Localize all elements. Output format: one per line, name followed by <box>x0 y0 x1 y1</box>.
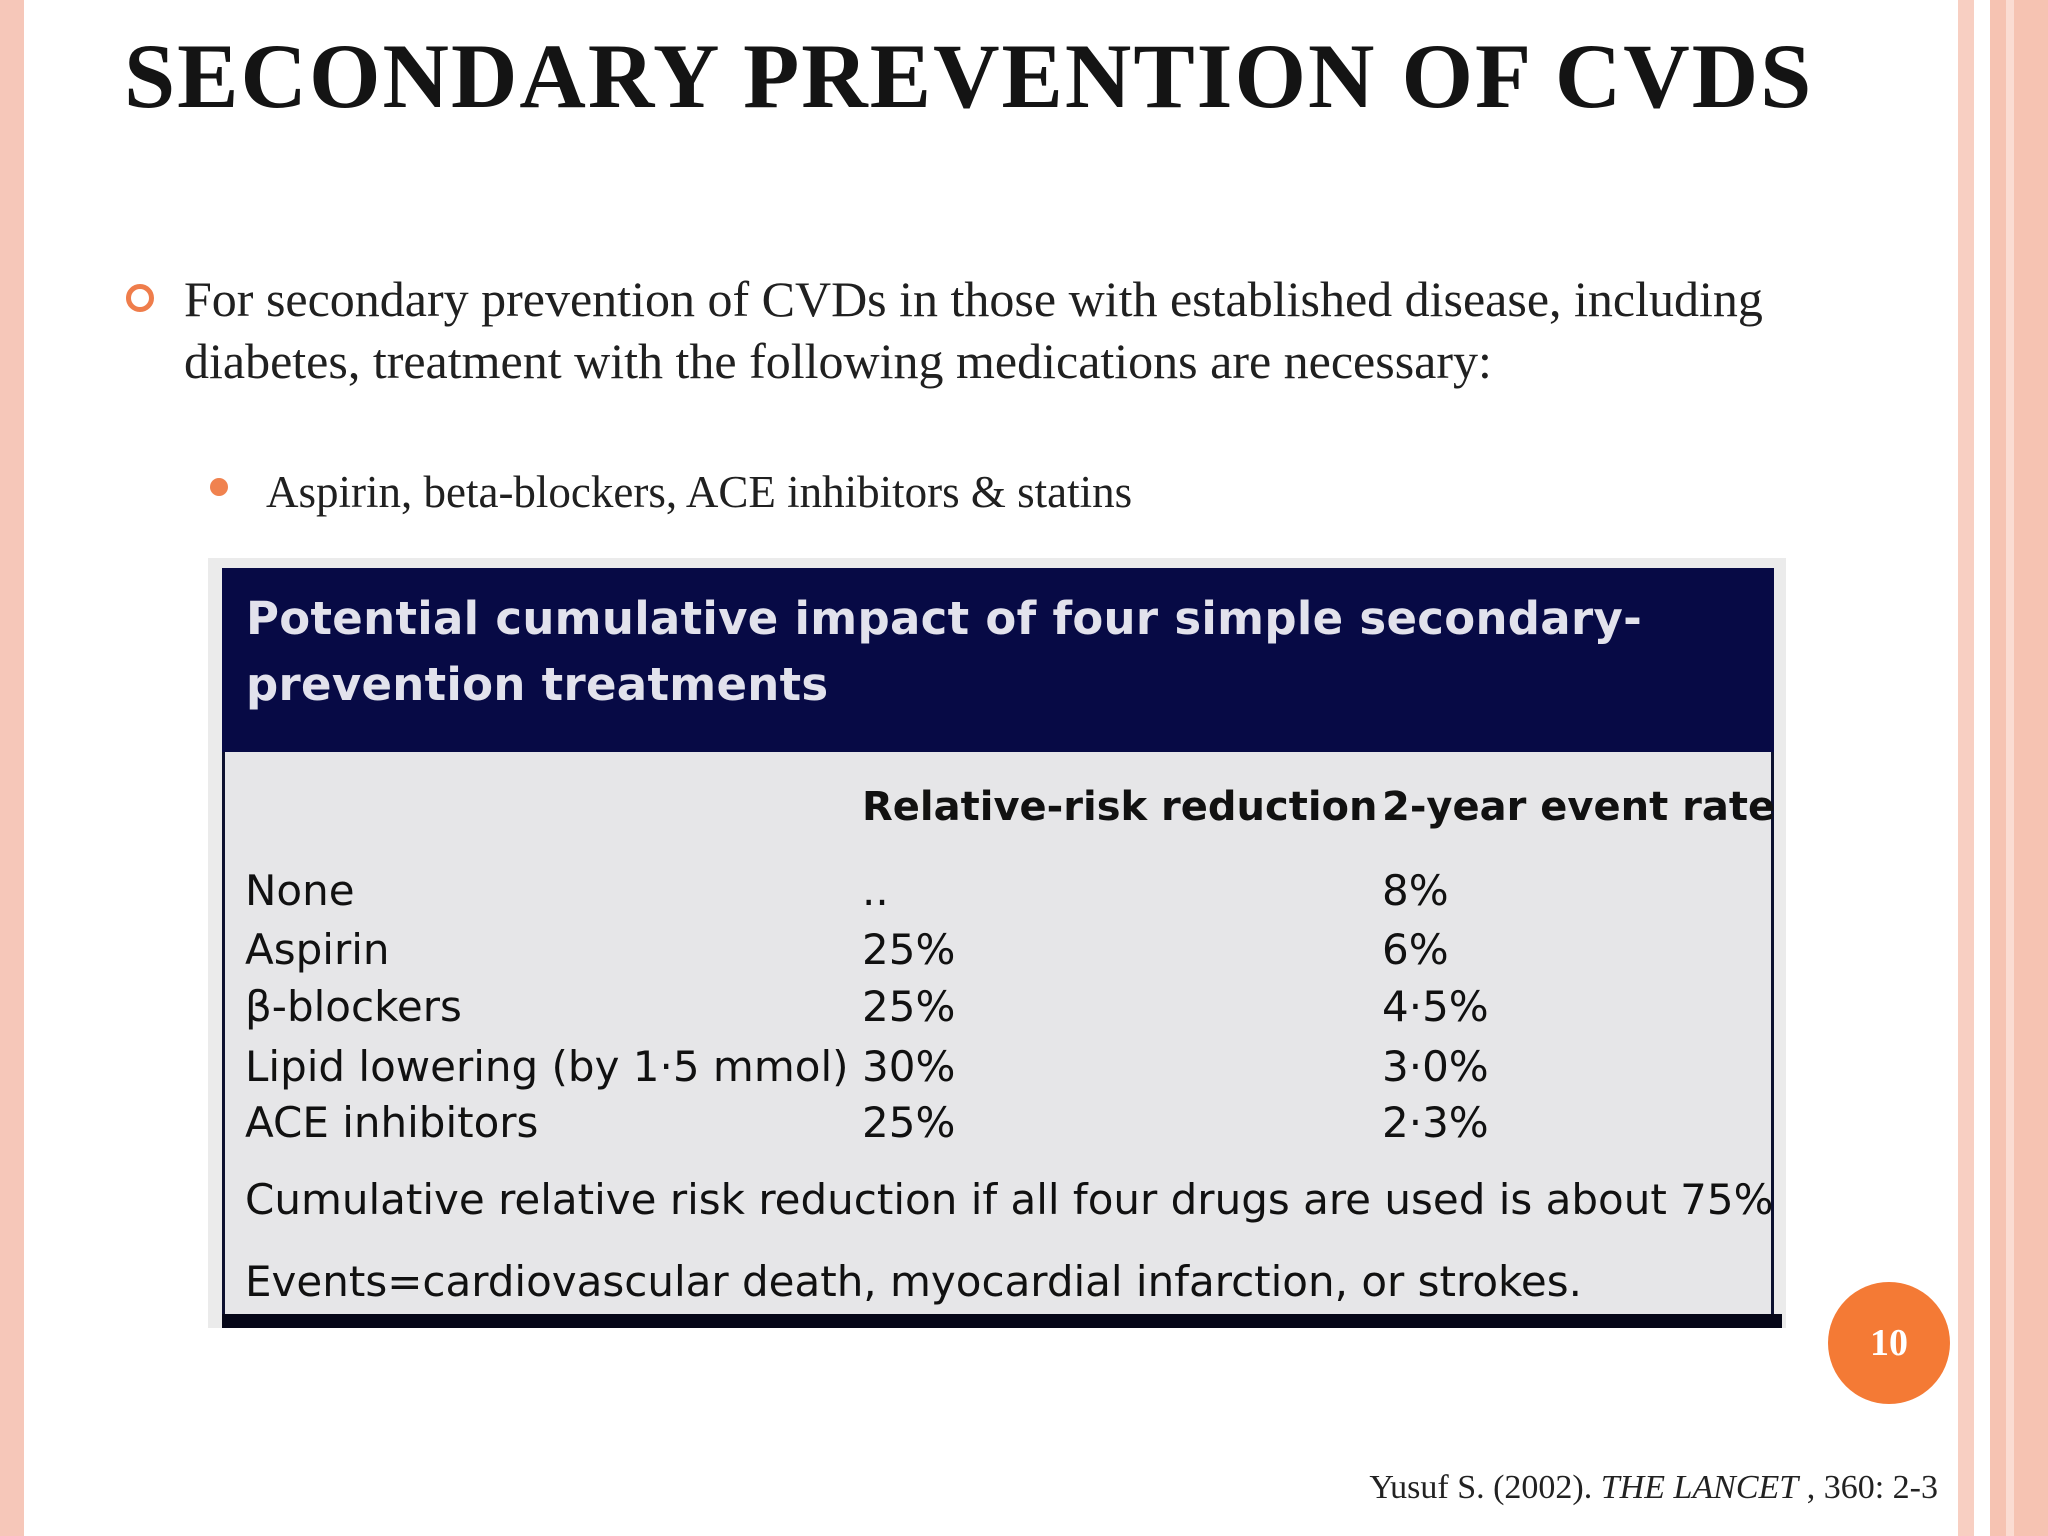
column-header-rrr: Relative-risk reduction <box>862 784 1378 830</box>
right-decorative-stripe <box>1958 0 1974 1536</box>
column-header-event-rate: 2-year event rate <box>1382 784 1776 830</box>
table-note-events: Events=cardiovascular death, myocardial infarction, or strokes. <box>245 1257 1582 1306</box>
ring-bullet-icon <box>126 284 154 312</box>
row-label-lipid-lowering: Lipid lowering (by 1·5 mmol) <box>245 1042 849 1091</box>
row-rrr-ace-inhibitors: 25% <box>862 1098 956 1147</box>
right-decorative-border <box>1990 0 2048 1536</box>
row-rate-ace-inhibitors: 2·3% <box>1382 1098 1489 1147</box>
citation-journal: THE LANCET <box>1600 1469 1799 1506</box>
row-label-beta-blockers: β-blockers <box>245 982 462 1031</box>
row-rate-beta-blockers: 4·5% <box>1382 982 1489 1031</box>
bullet-sub: Aspirin, beta-blockers, ACE inhibitors & statins <box>266 467 1133 517</box>
right-decorative-highlight <box>2006 0 2014 1536</box>
citation-author-year: Yusuf S. (2002). <box>1369 1469 1593 1506</box>
slide-title: SECONDARY PREVENTION OF CVDS <box>124 25 1814 127</box>
table-title: Potential cumulative impact of four simple secondary-prevention treatments <box>246 592 1643 711</box>
table-header <box>222 568 1774 752</box>
row-label-none: None <box>245 866 355 915</box>
row-rrr-lipid-lowering: 30% <box>862 1042 956 1091</box>
bullet-main: For secondary prevention of CVDs in those with established disease, including diabetes, treatment with the following medications are necessary: <box>184 271 1763 389</box>
table-note-cumulative: Cumulative relative risk reduction if all four drugs are used is about 75% <box>245 1175 1774 1224</box>
citation <box>1369 1466 1938 1510</box>
left-decorative-border <box>0 0 24 1536</box>
row-rrr-aspirin: 25% <box>862 925 956 974</box>
row-rrr-none: .. <box>862 866 889 915</box>
row-label-ace-inhibitors: ACE inhibitors <box>245 1098 539 1147</box>
row-rrr-beta-blockers: 25% <box>862 982 956 1031</box>
row-label-aspirin: Aspirin <box>245 925 390 974</box>
row-rate-aspirin: 6% <box>1382 925 1449 974</box>
row-rate-none: 8% <box>1382 866 1449 915</box>
page-number-badge: 10 <box>1828 1282 1950 1404</box>
row-rate-lipid-lowering: 3·0% <box>1382 1042 1489 1091</box>
citation-details: , 360: 2-3 <box>1806 1469 1938 1506</box>
dot-bullet-icon <box>210 478 228 496</box>
table-bottom-edge <box>222 1314 1782 1328</box>
